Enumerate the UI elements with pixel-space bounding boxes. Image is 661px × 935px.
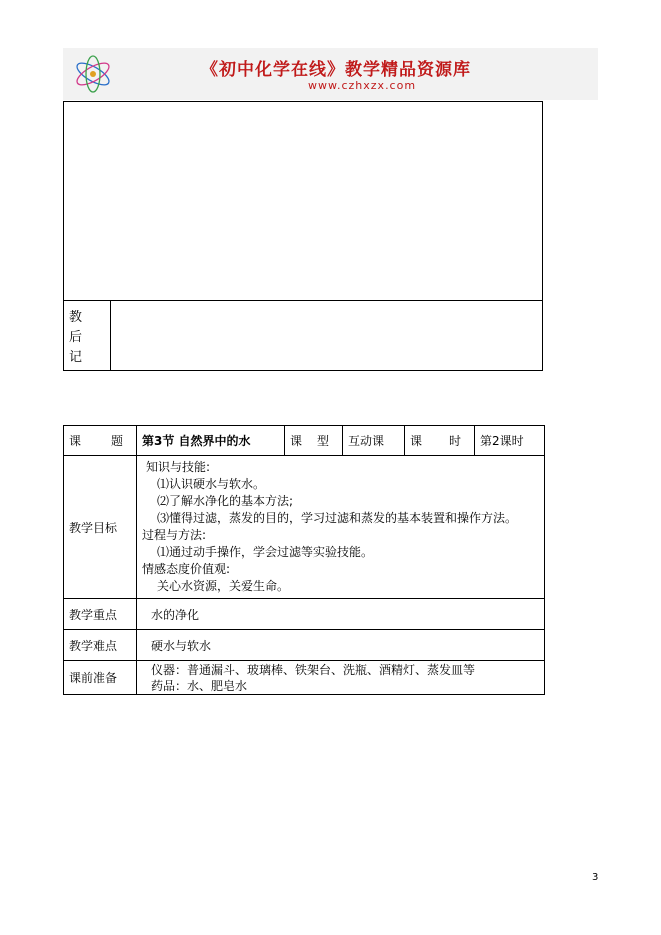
banner-url: www.czhxzx.com <box>308 79 417 92</box>
goal-line: ⑶懂得过滤，蒸发的目的，学习过滤和蒸发的基本装置和操作方法。 <box>157 511 518 525</box>
key-value: 水的净化 <box>137 599 545 630</box>
goal-line: 关心水资源，关爱生命。 <box>157 579 290 593</box>
table-row <box>64 630 545 661</box>
notes-box <box>63 101 543 371</box>
type-label: 课 型 <box>285 426 343 456</box>
prep-label: 课前准备 <box>64 661 137 695</box>
goal-line: ⑵了解水净化的基本方法; <box>157 494 294 508</box>
notes-divider <box>64 300 542 301</box>
reflection-label: 教 后 记 <box>69 310 83 365</box>
prep-instruments: 仪器：普通漏斗、玻璃棒、铁架台、洗瓶、酒精灯、蒸发皿等 <box>151 662 476 677</box>
table-row <box>64 426 545 456</box>
goals-content <box>137 456 545 599</box>
goals-label: 教学目标 <box>64 456 137 599</box>
table-row <box>64 456 545 599</box>
goal-line: 情感态度价值观: <box>142 562 231 576</box>
difficulty-label: 教学难点 <box>64 630 137 661</box>
type-value: 互动课 <box>343 426 405 456</box>
goal-line: ⑴通过动手操作，学会过滤等实验技能。 <box>157 545 374 559</box>
header-banner <box>63 48 598 100</box>
prep-content <box>137 661 545 695</box>
topic-label: 课 题 <box>64 426 137 456</box>
table-row <box>64 599 545 630</box>
banner-title: 《初中化学在线》教学精品资源库 <box>201 60 471 80</box>
goal-line: ⑴认识硬水与软水。 <box>157 477 266 491</box>
hour-label: 课 时 <box>405 426 475 456</box>
page-number: 3 <box>592 872 599 883</box>
goal-line: 过程与方法: <box>142 528 207 542</box>
goal-line: 知识与技能: <box>146 460 211 474</box>
key-label: 教学重点 <box>64 599 137 630</box>
difficulty-value: 硬水与软水 <box>137 630 545 661</box>
table-row <box>64 661 545 695</box>
lesson-plan-table <box>63 425 545 695</box>
atom-logo-icon <box>71 52 115 96</box>
hour-value: 第2课时 <box>475 426 545 456</box>
prep-drugs: 药品：水、肥皂水 <box>151 678 248 693</box>
notes-divider-vertical <box>110 300 111 370</box>
topic-value: 第3节 自然界中的水 <box>137 426 285 456</box>
